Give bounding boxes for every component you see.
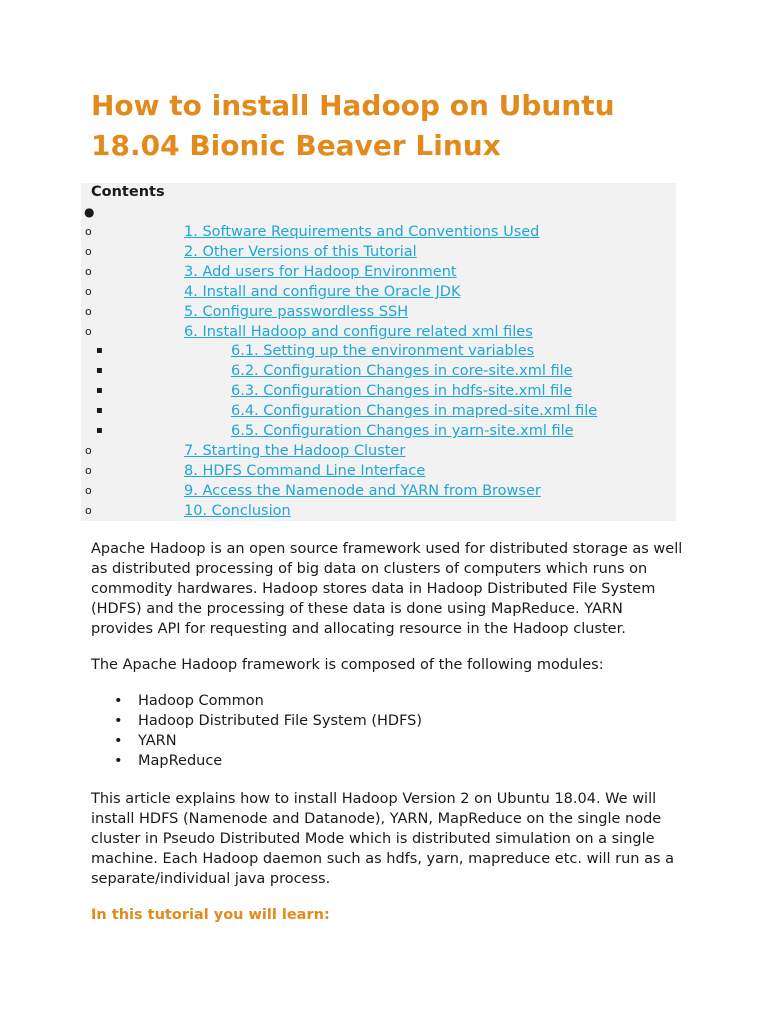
module-name: MapReduce: [138, 753, 223, 769]
toc-item-bullet: o: [85, 484, 92, 497]
toc-item-bullet: o: [85, 245, 92, 258]
list-bullet: •: [114, 693, 123, 709]
list-bullet: •: [114, 733, 123, 749]
toc-subitem-link[interactable]: 6.5. Configuration Changes in yarn-site.xml file: [231, 423, 574, 439]
toc-item-link[interactable]: 4. Install and configure the Oracle JDK: [184, 284, 461, 300]
toc-subitem-link[interactable]: 6.1. Setting up the environment variables: [231, 343, 535, 359]
toc-item-link[interactable]: 3. Add users for Hadoop Environment: [184, 264, 457, 280]
toc-item-bullet: o: [85, 464, 92, 477]
module-list-item: [114, 731, 177, 751]
list-bullet: •: [114, 753, 123, 769]
toc-item-link[interactable]: 1. Software Requirements and Conventions Used: [184, 224, 540, 240]
toc-subitem-bullet: ▪: [96, 345, 103, 356]
toc-item-link[interactable]: 9. Access the Namenode and YARN from Browser: [184, 483, 541, 499]
toc-subitem-bullet: ▪: [96, 365, 103, 376]
list-bullet: •: [114, 713, 123, 729]
toc-subitem-bullet: ▪: [96, 385, 103, 396]
toc-subitem-link[interactable]: 6.3. Configuration Changes in hdfs-site.xml file: [231, 383, 573, 399]
module-list-item: [114, 751, 222, 771]
module-name: Hadoop Distributed File System (HDFS): [138, 713, 423, 729]
toc-item-bullet: o: [85, 325, 92, 338]
learn-heading: In this tutorial you will learn:: [91, 907, 330, 923]
module-list-item: [114, 691, 264, 711]
toc-root-bullet: ●: [84, 205, 95, 219]
toc-subitem-bullet: ▪: [96, 405, 103, 416]
toc-item-bullet: o: [85, 305, 92, 318]
modules-intro-paragraph: The Apache Hadoop framework is composed of the following modules:: [91, 657, 604, 673]
toc-item-link[interactable]: 2. Other Versions of this Tutorial: [184, 244, 417, 260]
toc-item-bullet: o: [85, 285, 92, 298]
module-name: Hadoop Common: [138, 693, 264, 709]
toc-item-link[interactable]: 8. HDFS Command Line Interface: [184, 463, 426, 479]
article-title: How to install Hadoop on Ubuntu 18.04 Bionic Beaver Linux: [91, 89, 615, 162]
toc-subitem-bullet: ▪: [96, 425, 103, 436]
toc-item-bullet: o: [85, 504, 92, 517]
module-list-item: [114, 711, 422, 731]
toc-heading: Contents: [91, 184, 165, 200]
intro-paragraph: Apache Hadoop is an open source framework used for distributed storage as well as distributed processing of big data on clusters of computers which runs on commodity hardwares. Hadoop stores data in Hadoop Distributed File System (HDFS) and the processing of these data is done using MapReduce. YARN provides API for requesting and allocating resource in the Hadoop cluster.: [91, 541, 683, 637]
toc-item-link[interactable]: 5. Configure passwordless SSH: [184, 304, 409, 320]
toc-item-bullet: o: [85, 444, 92, 457]
toc-item-link[interactable]: 6. Install Hadoop and configure related xml files: [184, 324, 533, 340]
module-name: YARN: [138, 733, 177, 749]
toc-subitem-link[interactable]: 6.2. Configuration Changes in core-site.xml file: [231, 363, 573, 379]
toc-item-bullet: o: [85, 225, 92, 238]
toc-item-bullet: o: [85, 265, 92, 278]
toc-item-link[interactable]: 7. Starting the Hadoop Cluster: [184, 443, 406, 459]
install-overview-paragraph: This article explains how to install Hadoop Version 2 on Ubuntu 18.04. We will install HDFS (Namenode and Datanode), YARN, MapReduce on the single node cluster in Pseudo Distributed Mode which is distributed simulation on a single machine. Each Hadoop daemon such as hdfs, yarn, mapreduce etc. will run as a separate/individual java process.: [91, 791, 675, 887]
toc-subitem-link[interactable]: 6.4. Configuration Changes in mapred-site.xml file: [231, 403, 598, 419]
toc-item-link[interactable]: 10. Conclusion: [184, 503, 291, 519]
